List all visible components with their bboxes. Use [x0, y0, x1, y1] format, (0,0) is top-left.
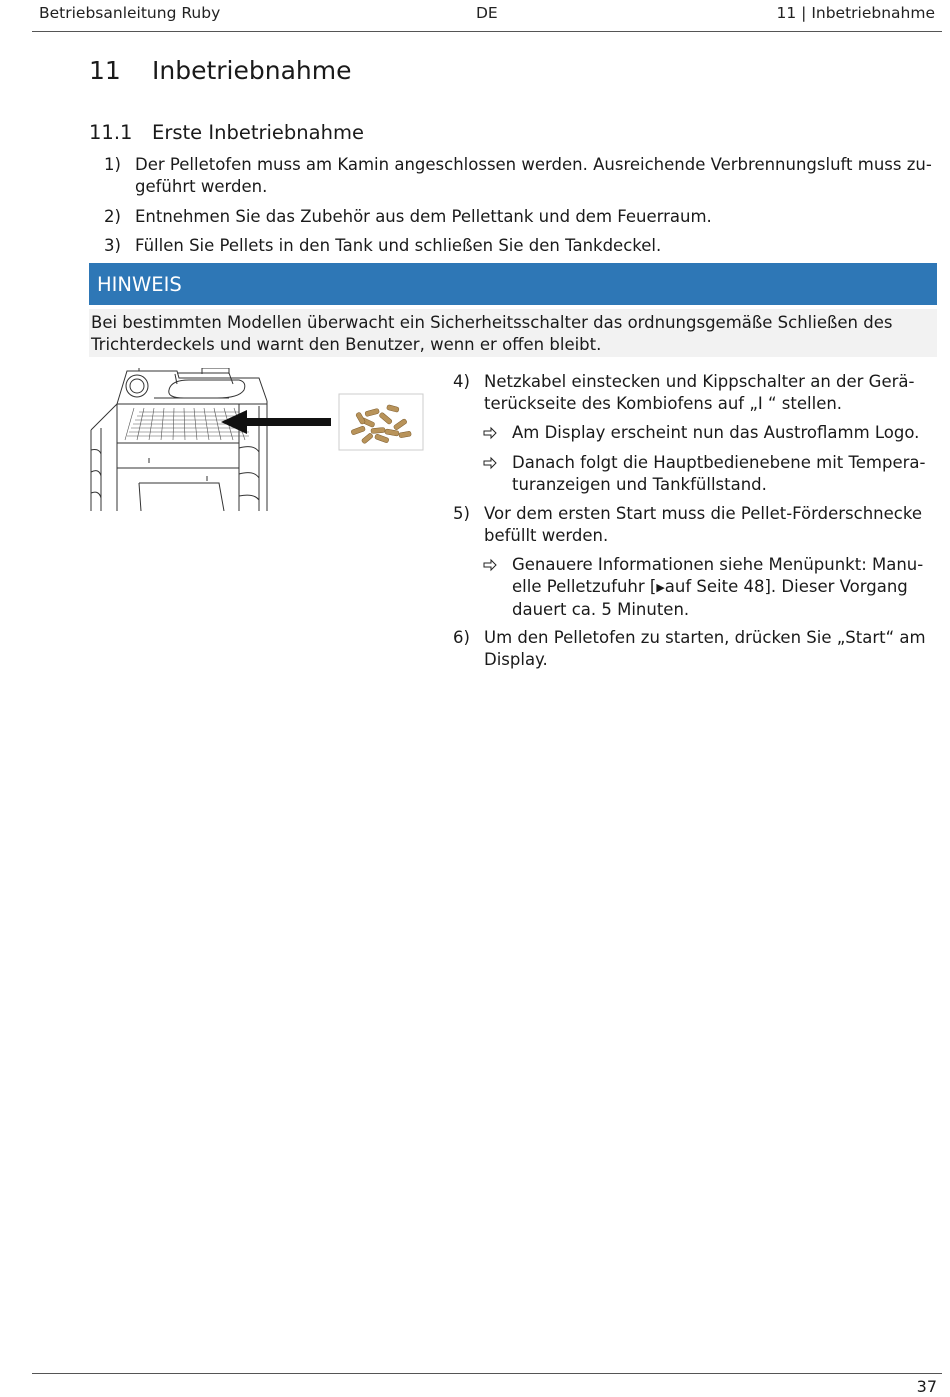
step-number: 2) — [104, 207, 121, 226]
step-text: Füllen Sie Pellets in den Tank und schließen Sie den Tankdeckel. — [135, 236, 662, 255]
header-doc-title: Betriebsanleitung Ruby — [39, 4, 221, 22]
chapter-number: 11 — [89, 56, 121, 85]
pellets-image — [339, 394, 423, 450]
result-text-after: ]. Dieser Vorgang dauert ca. 5 Minuten. — [512, 577, 908, 619]
result-text-before: Genauere Informationen siehe Menüpunkt: Manuelle Pelletzufuhr [ — [512, 555, 924, 596]
step-number: 1) — [104, 155, 121, 174]
arrow-right-outline-icon — [483, 452, 499, 474]
footer-rule — [32, 1373, 942, 1374]
chapter-title: Inbetriebnahme — [152, 56, 352, 85]
result-text: Am Display erscheint nun das Austroflamm Logo. — [512, 423, 920, 442]
section-title: Erste Inbetriebnahme — [152, 121, 364, 144]
step-text: Netzkabel einstecken und Kippschalter an der Geräterückseite des Kombiofens auf „I “ stellen. — [484, 372, 915, 413]
arrow-right-outline-icon — [483, 554, 499, 576]
step-text: Der Pelletofen muss am Kamin angeschlossen werden. Ausreichende Verbrennungsluft muss zugeführt werden. — [135, 155, 932, 196]
notice-header — [89, 263, 937, 305]
step-number: 4) — [453, 372, 470, 391]
triangle-right-icon: ▶ — [656, 581, 665, 594]
page-link-text[interactable]: auf Seite 48 — [664, 577, 765, 596]
notice-title: HINWEIS — [97, 273, 182, 296]
step-number: 5) — [453, 504, 470, 523]
result-text: Danach folgt die Hauptbedienebene mit Temperaturanzeigen und Tankfüllstand. — [512, 453, 926, 494]
step-text: Vor dem ersten Start muss die Pellet-Förderschnecke befüllt werden. — [484, 504, 922, 545]
section-number: 11.1 — [89, 121, 133, 144]
header-chapter: 11 | Inbetriebnahme — [776, 4, 935, 22]
step-text: Um den Pelletofen zu starten, drücken Sie „Start“ am Display. — [484, 628, 926, 669]
stove-illustration — [89, 368, 429, 511]
arrow-right-outline-icon — [483, 422, 499, 444]
header-language: DE — [476, 4, 498, 22]
page-number: 37 — [916, 1377, 937, 1396]
page-link[interactable] — [656, 577, 764, 596]
insert-arrow-icon — [221, 410, 331, 434]
step-number: 3) — [104, 236, 121, 255]
notice-text: Bei bestimmten Modellen überwacht ein Sicherheitsschalter das ordnungsgemäße Schließen des Trichterdeckels und warnt den Benutzer, wenn er offen bleibt. — [91, 313, 893, 354]
notice-body — [89, 309, 937, 357]
stove-drawing — [91, 368, 267, 511]
step-number: 6) — [453, 628, 470, 647]
header-rule — [32, 31, 942, 32]
result-text — [512, 554, 927, 621]
step-text: Entnehmen Sie das Zubehör aus dem Pellettank und dem Feuerraum. — [135, 207, 712, 226]
